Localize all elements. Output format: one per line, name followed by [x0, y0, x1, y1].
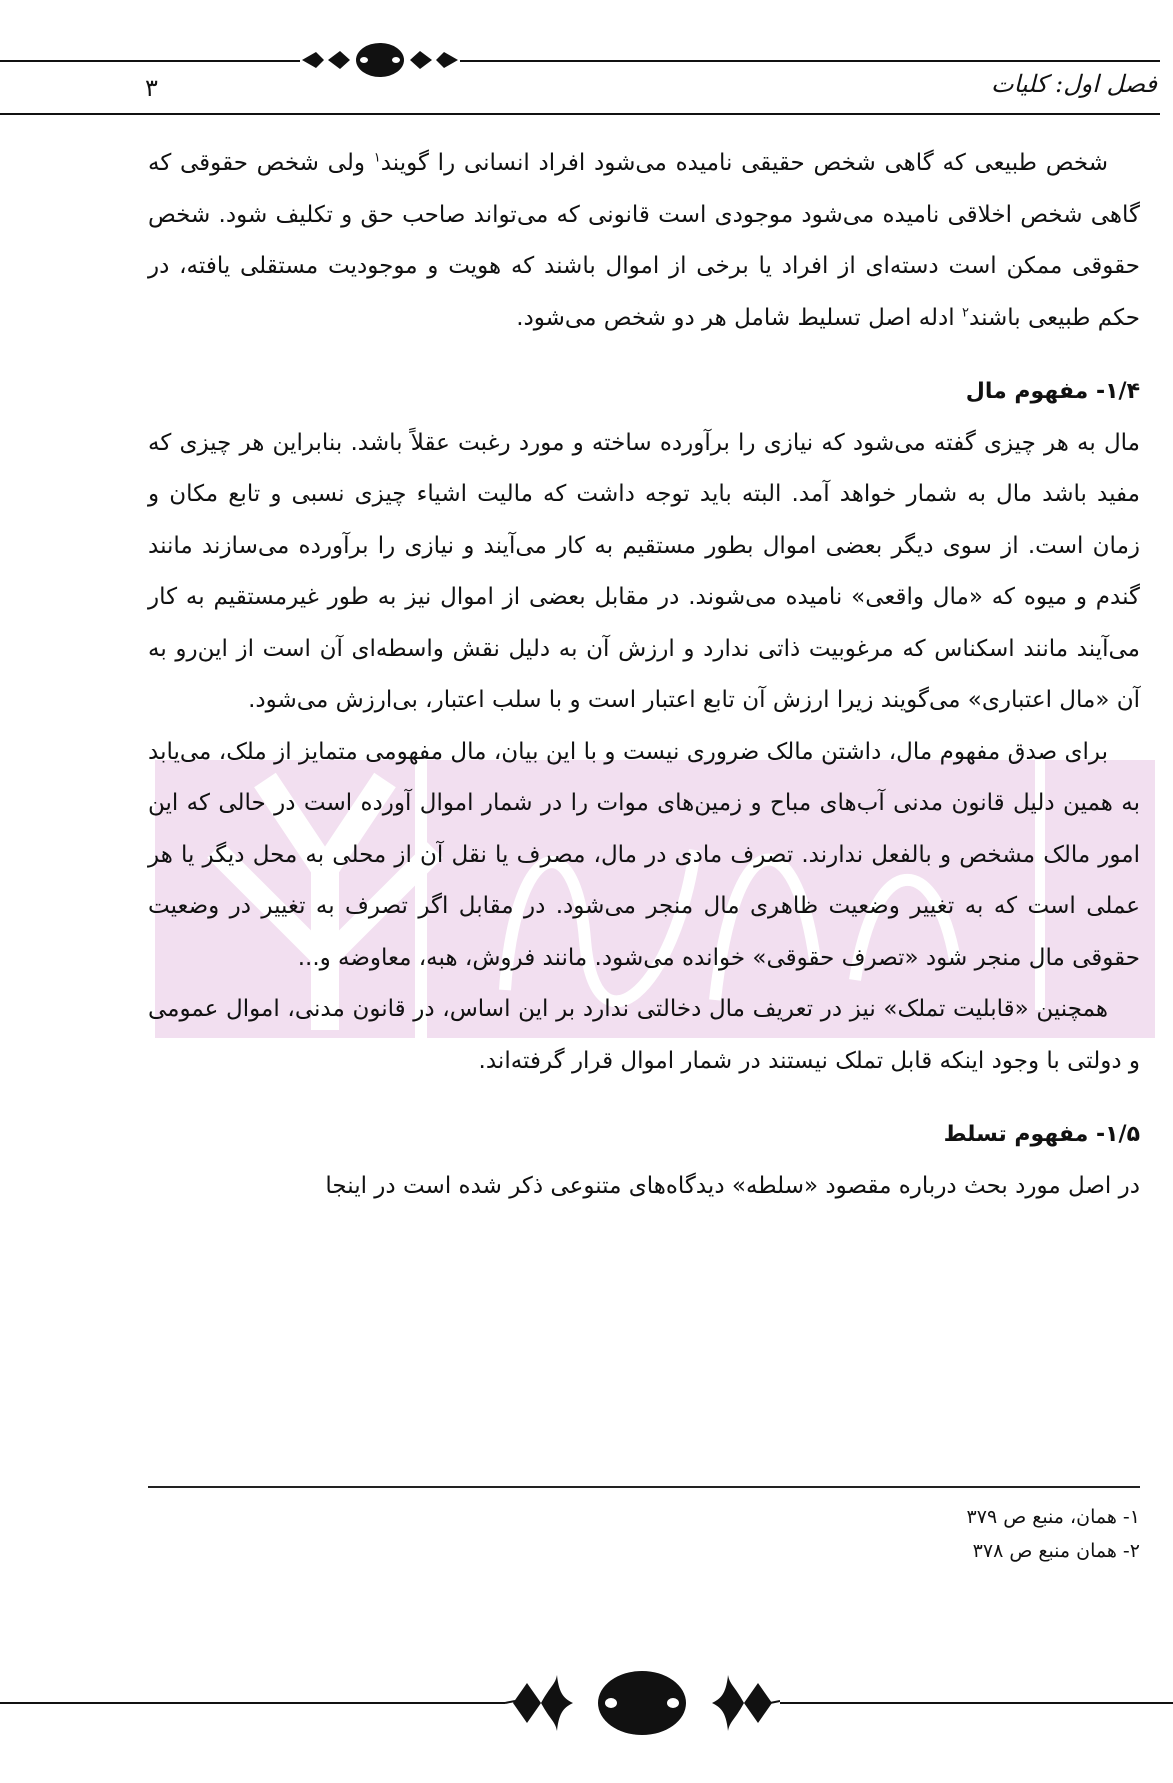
section-heading-1-4: ۱/۴- مفهوم مال	[965, 379, 1140, 404]
paragraph-property-definition: مال به هر چیزی گفته می‌شود که نیازی را برآورده ساخته و مورد رغبت عقلاً باشد. بنابراین هر چیزی که مفید باشد مال به شمار خواهد آمد. البته باید توجه داشت که مالیت اشیاء چیزی نسبی و تابع مکان و زمان است. از سوی دیگر بعضی اموال بطور مستقیم به کار می‌آیند و نیازی را برآورده می‌سازند مانند گندم و میوه که «مال واقعی» نامیده می‌شوند. در مقابل بعضی از اموال نیز به طور غیرمستقیم به کار می‌آیند مانند اسکناس که مرغوبیت ذاتی ندارد و ارزش آن به دلیل نقش واسطه‌ای آن است از این‌رو به آن «مال اعتباری» می‌گویند زیرا ارزش آن تابع اعتبار است و با سلب اعتبار، بی‌ارزش می‌شود.	[148, 429, 1140, 713]
footer-ornament-icon	[505, 1665, 780, 1740]
footnotes	[148, 1500, 1140, 1568]
footnote-ref-2[interactable]: ۲	[962, 304, 969, 320]
header-rule-bottom	[0, 113, 1160, 115]
paragraph-property-ownership: برای صدق مفهوم مال، داشتن مالک ضروری نیست و با این بیان، مال مفهومی متمایز از ملک، می‌یابد به همین دلیل قانون مدنی آب‌های مباح و زمین‌های موات را در شمار اموال آورده است در حالی که این امور مالک مشخص و بالفعل ندارند. تصرف مادی در مال، مصرف یا نقل آن از محلی به محل دیگر یا هر عملی است که به تغییر وضعیت ظاهری مال منجر می‌شود. در مقابل اگر تصرف به تغییر در وضعیت حقوقی مال منجر شود «تصرف حقوقی» خوانده می‌شود. مانند فروش، هبه، معاوضه و...	[148, 738, 1140, 971]
header-rule-top	[0, 60, 1160, 62]
page-number: ۳	[145, 74, 158, 102]
paragraph-dominion: در اصل مورد بحث درباره مقصود «سلطه» دیدگاه‌های متنوعی ذکر شده است در اینجا	[325, 1172, 1140, 1199]
footnote-divider	[148, 1486, 1140, 1488]
header-ornament-icon	[300, 40, 460, 78]
paragraph-property-acquisition: همچنین «قابلیت تملک» نیز در تعریف مال دخالتی ندارد بر این اساس، در قانون مدنی، اموال عمومی و دولتی با وجود اینکه قابل تملک نیستند در شمار اموال قرار گرفته‌اند.	[148, 996, 1140, 1074]
section-heading-1-5: ۱/۵- مفهوم تسلط	[943, 1122, 1140, 1147]
footnote-1: ۱- همان، منبع ص ۳۷۹	[966, 1506, 1140, 1528]
footnote-ref-1[interactable]: ۱	[373, 150, 381, 166]
paragraph-persons: شخص طبیعی که گاهی شخص حقیقی نامیده می‌شود افراد انسانی را گویند$^۱$ ولی شخص حقوقی که گاهی شخص اخلاقی نامیده می‌شود موجودی است قانونی که می‌تواند صاحب حق و تکلیف شود. شخص حقوقی ممکن است دسته‌ای از افراد یا برخی از اموال باشند که هویت و موجودیت مستقلی یافته، در حکم طبیعی باشند$^۲$ ادله اصل تسلیط شامل هر دو شخص می‌شود.	[148, 150, 1140, 331]
chapter-title: فصل اول: کلیات	[990, 70, 1157, 98]
page-body	[148, 138, 1140, 1212]
footnote-2: ۲- همان منبع ص ۳۷۸	[972, 1540, 1140, 1562]
